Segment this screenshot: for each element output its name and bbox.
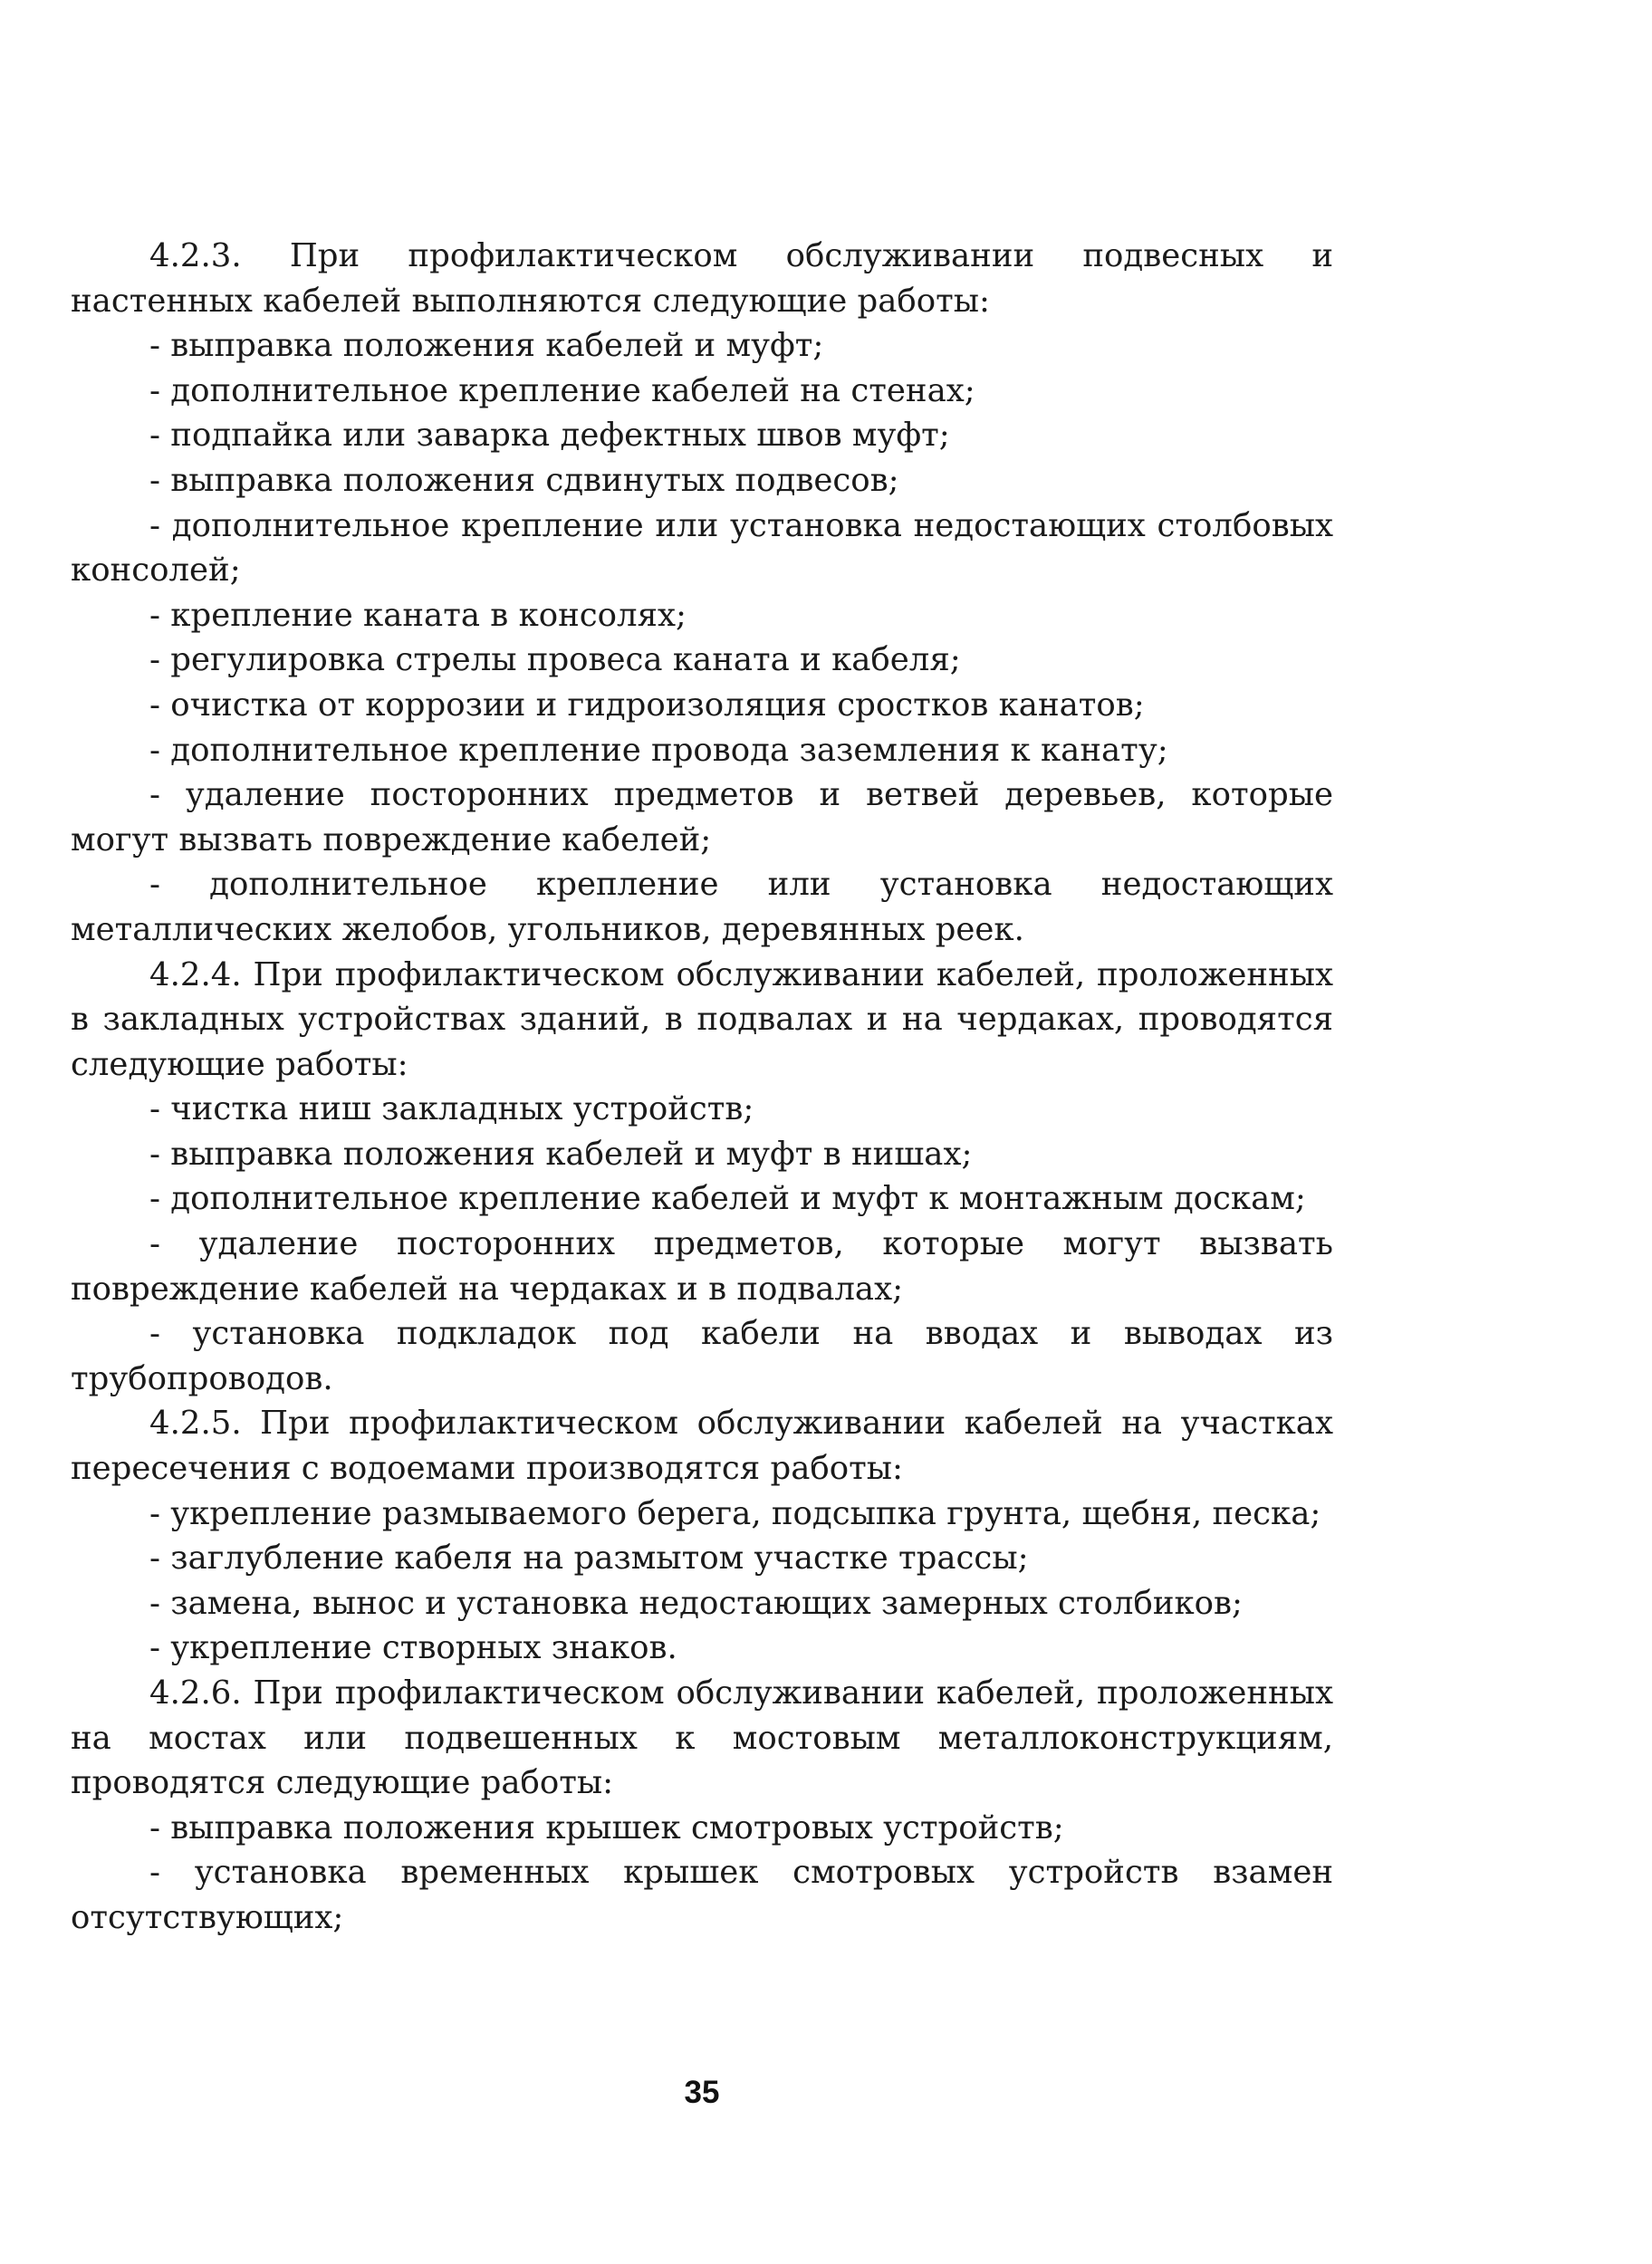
- list-item: - удаление посторонних предметов, которые могут вызвать повреждение кабелей на чердаках и в подвалах;: [71, 1225, 1333, 1308]
- list-item: - очистка от коррозии и гидроизоляция сростков канатов;: [149, 686, 1145, 724]
- paragraph-heading: 4.2.5. При профилактическом обслуживании кабелей на участках пересечения с водоемами производятся работы:: [71, 1405, 1333, 1488]
- list-item: - подпайка или заварка дефектных швов муфт;: [149, 417, 950, 455]
- section-4-2-3: [71, 234, 1333, 953]
- list-item: - крепление каната в консолях;: [149, 596, 687, 634]
- list-item: - выправка положения кабелей и муфт;: [149, 327, 824, 365]
- list-item: - установка подкладок под кабели на вводах и выводах из трубопроводов.: [71, 1315, 1333, 1397]
- list-item: - дополнительное крепление кабелей на стенах;: [149, 371, 975, 409]
- list-item: - выправка положения крышек смотровых устройств;: [149, 1808, 1064, 1847]
- list-item: - укрепление створных знаков.: [149, 1629, 677, 1667]
- list-item: - чистка ниш закладных устройств;: [149, 1090, 754, 1128]
- list-item: - дополнительное крепление или установка недостающих металлических желобов, угольников, деревянных реек.: [71, 866, 1333, 948]
- list-item: - замена, вынос и установка недостающих замерных столбиков;: [149, 1584, 1243, 1622]
- section-4-2-5: [71, 1401, 1333, 1671]
- list-item: - выправка положения кабелей и муфт в нишах;: [149, 1135, 973, 1173]
- page-text: [71, 234, 1333, 1941]
- list-item: - заглубление кабеля на размытом участке трассы;: [149, 1540, 1029, 1578]
- list-item: - дополнительное крепление или установка недостающих столбовых консолей;: [71, 506, 1333, 590]
- list-item: - удаление посторонних предметов и ветвей деревьев, которые могут вызвать повреждение кабелей;: [71, 776, 1333, 859]
- list-item: - регулировка стрелы провеса каната и кабеля;: [149, 641, 961, 679]
- paragraph-heading: 4.2.4. При профилактическом обслуживании кабелей, проложенных в закладных устройствах зданий, в подвалах и на чердаках, проводятся следующие работы:: [71, 955, 1333, 1083]
- list-item: - выправка положения сдвинутых подвесов;: [149, 461, 899, 499]
- list-item: - установка временных крышек смотровых устройств взамен отсутствующих;: [71, 1854, 1333, 1936]
- list-item: - дополнительное крепление провода заземления к канату;: [149, 731, 1168, 769]
- list-item: - дополнительное крепление кабелей и муфт к монтажным доскам;: [149, 1180, 1306, 1218]
- page-number: 35: [684, 2075, 720, 2110]
- paragraph-heading: 4.2.6. При профилактическом обслуживании кабелей, проложенных на мостах или подвешенных к мостовым металлоконструкциям, проводятся следующие работы:: [71, 1674, 1333, 1802]
- paragraph-heading: 4.2.3. При профилактическом обслуживании подвесных и настенных кабелей выполняются следующие работы:: [71, 237, 1333, 320]
- section-4-2-4: [71, 953, 1333, 1402]
- list-item: - укрепление размываемого берега, подсыпка грунта, щебня, песка;: [149, 1494, 1321, 1532]
- section-4-2-6: [71, 1671, 1333, 1941]
